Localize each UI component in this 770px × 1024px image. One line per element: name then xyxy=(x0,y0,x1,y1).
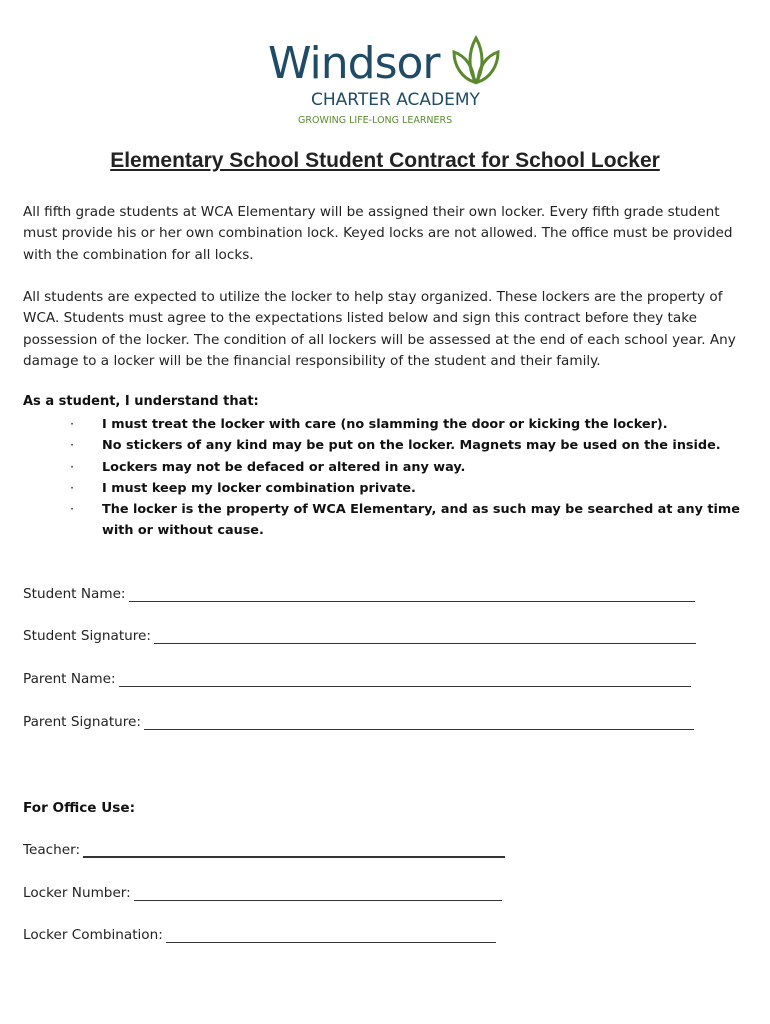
list-item xyxy=(0,478,742,499)
student-name-field xyxy=(23,586,695,602)
locker-number-line[interactable] xyxy=(134,886,502,901)
list-item xyxy=(0,499,742,542)
parent-signature-field xyxy=(23,714,694,730)
understand-heading: As a student, I understand that: xyxy=(23,394,259,409)
bullet-icon: · xyxy=(70,480,75,496)
student-name-label: Student Name: xyxy=(23,586,126,602)
logo-tagline: GROWING LIFE-LONG LEARNERS xyxy=(298,115,453,126)
page-title: Elementary School Student Contract for School Locker xyxy=(110,149,660,172)
bullet-icon: · xyxy=(70,438,75,454)
bullet-icon: · xyxy=(70,417,75,432)
school-logo xyxy=(268,30,508,130)
bullet-icon: · xyxy=(70,502,75,518)
logo-subtitle: CHARTER ACADEMY xyxy=(311,90,480,110)
student-signature-field xyxy=(23,628,696,644)
rule-text: I must treat the locker with care (no slamming the door or kicking the locker). xyxy=(102,417,668,432)
teacher-field xyxy=(23,842,505,858)
rule-text: I must keep my locker combination private. xyxy=(102,480,416,496)
logo-name: Windsor xyxy=(268,38,440,89)
locker-combination-label: Locker Combination: xyxy=(23,927,163,943)
parent-signature-label: Parent Signature: xyxy=(23,714,141,730)
locker-combination-field xyxy=(23,927,496,943)
parent-name-field xyxy=(23,671,691,687)
locker-combination-line[interactable] xyxy=(166,928,496,943)
parent-name-line[interactable] xyxy=(119,672,691,687)
student-signature-line[interactable] xyxy=(154,629,696,644)
teacher-label: Teacher: xyxy=(23,842,81,858)
expectations-paragraph: All students are expected to utilize the locker to help stay organized. These lockers are the property of WCA. Students must agree to the expectations listed below and sign this contract before they take possession of the locker. The condition of all lockers will be assessed at the end of each school year. Any damage to a locker will be the financial responsibility of the student and their family. xyxy=(23,289,736,369)
intro-paragraph: All fifth grade students at WCA Elementary will be assigned their own locker. Every fifth grade student must provide his or her own combination lock. Keyed locks are not allowed. The office must be provided with the combination for all locks. xyxy=(23,204,733,263)
student-name-line[interactable] xyxy=(129,587,695,602)
list-item xyxy=(0,435,742,456)
leaf-icon xyxy=(448,32,504,88)
list-item xyxy=(0,457,742,478)
bullet-icon: · xyxy=(70,459,75,475)
student-signature-label: Student Signature: xyxy=(23,628,151,644)
teacher-line[interactable] xyxy=(83,842,505,858)
parent-name-label: Parent Name: xyxy=(23,671,116,687)
rules-list xyxy=(0,414,760,542)
rule-text: Lockers may not be defaced or altered in any way. xyxy=(102,459,466,475)
parent-signature-line[interactable] xyxy=(144,715,694,730)
rule-text: No stickers of any kind may be put on the locker. Magnets may be used on the inside. xyxy=(102,438,721,454)
locker-number-label: Locker Number: xyxy=(23,885,131,901)
office-heading: For Office Use: xyxy=(23,800,136,816)
list-item xyxy=(0,414,742,435)
rule-text: The locker is the property of WCA Elementary, and as such may be searched at any time with or without cause. xyxy=(102,502,740,539)
locker-number-field xyxy=(23,885,502,901)
